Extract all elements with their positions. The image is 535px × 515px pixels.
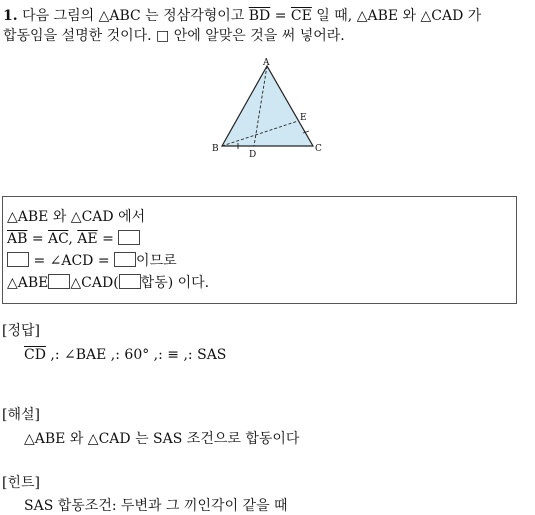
- label-e: E: [300, 113, 307, 123]
- answer-blank-3[interactable]: [114, 252, 136, 267]
- answer-blank-4[interactable]: [48, 274, 70, 289]
- equals-sign: =: [270, 8, 291, 24]
- segment-bd: $\overline{BD}$: [248, 8, 271, 24]
- label-b: B: [212, 144, 219, 154]
- answer-values: ,: ∠BAE ,: 60° ,: ≡ ,: SAS: [45, 347, 227, 363]
- problem-text-1: 다음 그림의 △ABC 는 정삼각형이고: [22, 8, 249, 24]
- problem-number: 1.: [3, 8, 18, 24]
- label-d: D: [249, 150, 257, 160]
- segment-ae: $\overline{AE}$: [77, 231, 98, 247]
- answer-header: [정답]: [2, 323, 40, 339]
- problem-text-1-tail: 일 때, △ABE 와 △CAD 가: [311, 8, 482, 24]
- triangle-abc: [222, 66, 313, 146]
- label-a: A: [263, 58, 270, 68]
- comma: ,: [68, 231, 73, 247]
- hint-text: SAS 합동조건: 두변과 그 끼인각이 같을 때: [24, 498, 288, 514]
- answer-blank-5[interactable]: [119, 274, 141, 289]
- equals-1: =: [27, 231, 49, 247]
- proof-line-4-a: △ABE: [7, 275, 49, 291]
- problem-line-2: 합동임을 설명한 것이다. □ 안에 알맞은 것을 써 넣어라.: [3, 28, 345, 44]
- proof-line-1: △ABE 와 △CAD 에서: [7, 209, 146, 225]
- proof-line-3: [7, 252, 177, 270]
- proof-line-4: [7, 274, 209, 292]
- answer-blank-2[interactable]: [7, 252, 29, 267]
- segment-cd: $\overline{CD}$: [24, 347, 46, 363]
- proof-line-4-b: △CAD(: [70, 275, 119, 291]
- equals-2: =: [97, 231, 119, 247]
- triangle-figure: [200, 56, 330, 164]
- segment-ce: $\overline{CE}$: [290, 8, 312, 24]
- proof-line-2: [7, 230, 140, 248]
- segment-ab: $\overline{AB}$: [7, 231, 28, 247]
- segment-ac: $\overline{AC}$: [48, 231, 69, 247]
- answer-text: [24, 346, 226, 364]
- answer-blank-1[interactable]: [118, 230, 140, 245]
- problem-line-1: [3, 7, 481, 25]
- proof-box: [2, 196, 517, 304]
- proof-line-4-c: 합동) 이다.: [140, 275, 210, 291]
- proof-line-3-tail: 이므로: [136, 253, 177, 269]
- label-c: C: [315, 144, 322, 154]
- explanation-header: [해설]: [2, 407, 40, 423]
- proof-line-3-mid: = ∠ACD =: [29, 253, 115, 269]
- hint-header: [힌트]: [2, 475, 40, 491]
- explanation-text: △ABE 와 △CAD 는 SAS 조건으로 합동이다: [24, 431, 300, 447]
